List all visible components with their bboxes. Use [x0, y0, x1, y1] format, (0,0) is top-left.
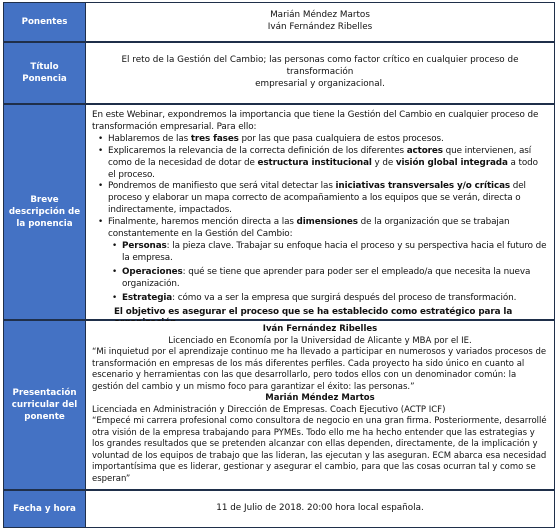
description-item-3: • Pondremos de manifiesto que será vital detectar las iniciativas transversales y/o críticas del proceso y elaborar un mapa correcto de acompañamiento a los equipos que se verán, directa o indirectamente, impactados.	[108, 181, 548, 217]
label-curricular: Presentación curricular del ponente	[4, 321, 86, 489]
value-curricular	[86, 321, 554, 489]
description-item-4: • Finalmente, haremos mención directa a las dimensiones de la organización que se trabajan constantemente en la Gestión del Cambio:	[108, 217, 548, 241]
label-fecha: Fecha y hora	[4, 491, 86, 527]
row-descripcion	[4, 105, 554, 321]
row-ponentes	[4, 3, 554, 43]
value-ponentes	[86, 3, 554, 41]
row-curricular	[4, 321, 554, 491]
description-intro: En este Webinar, expondremos la importancia que tiene la Gestión del Cambio en cualquier proceso de transformación empresarial. Para ello:	[92, 110, 539, 132]
cv-marian-name: Marián Méndez Martos	[265, 393, 375, 403]
dimensions-list	[92, 241, 548, 305]
cv-marian-title: Licenciada en Administración y Dirección de Empresas. Coach Ejecutivo (ACTP ICF)	[92, 404, 446, 415]
speaker-form-table	[3, 2, 555, 528]
label-titulo: Título Ponencia	[4, 43, 86, 103]
title-line-2: empresarial y organizacional.	[255, 78, 385, 89]
date-time: 11 de Julio de 2018. 20:00 hora local española.	[216, 503, 424, 514]
cv-marian-quote: “Empecé mi carrera profesional como consultora de negocio en una gran firma. Posteriormente, desarrollé otra visión de la empresa trabajando para PYMEs. Todo ello me ha hecho entender que las estrategias y los grandes resultados que se pretenden alcanzar con ellas dependen, directamente, de la implicación y voluntad de los equipos de trabajo que las lideran, las ejecutan y las aseguran. ECM abarca esa necesidad importantísima que es liderar, gestionar y asegurar el cambio, para que las cosas ocurran tal y como se esperan”	[92, 416, 547, 484]
description-list	[92, 134, 548, 241]
dimension-item: • Estrategia: cómo va a ser la empresa que surgirá después del proceso de transformación.	[122, 293, 548, 305]
value-fecha	[86, 491, 554, 527]
cv-ivan-quote: “Mi inquietud por el aprendizaje continuo me ha llevado a participar en numerosos y variados procesos de transformación en empresas de los más diferentes perfiles. Cada proyecto ha sido único en cuanto al escenario y herramientas con las que desarrollarlo, pero todos ellos con un denominador común: la gestión del cambio y un mismo foco para garantizar el éxito: las personas.”	[92, 347, 547, 392]
description-item-2: • Explicaremos la relevancia de la correcta definición de los diferentes actores que intervienen, así como de la necesidad de dotar de estructura institucional y de visión global integrada a todo el proceso.	[108, 146, 548, 182]
description-objective: El objetivo es asegurar el proceso que se ha establecido como estratégico para la	[114, 306, 513, 317]
dimension-item: • Personas: la pieza clave. Trabajar su enfoque hacia el proceso y su perspectiva hacia el futuro de la empresa.	[122, 241, 548, 265]
value-titulo	[86, 43, 554, 103]
description-item-1: • Hablaremos de las tres fases por las que pasa cualquiera de estos procesos.	[108, 134, 548, 146]
row-fecha	[4, 491, 554, 527]
speaker-name-2: Iván Fernández Ribelles	[267, 22, 373, 32]
dimension-item: • Operaciones: qué se tiene que aprender para poder ser el empleado/a que necesita la nueva organización.	[122, 267, 548, 291]
cv-ivan-title: Licenciado en Economía por la Universidad de Alicante y MBA por el IE.	[168, 335, 472, 346]
row-titulo	[4, 43, 554, 105]
label-descripcion: Breve descripción de la ponencia	[4, 105, 86, 319]
speaker-name-1: Marián Méndez Martos	[270, 10, 370, 21]
label-ponentes: Ponentes	[4, 3, 86, 41]
cv-ivan-name: Iván Fernández Ribelles	[262, 324, 378, 334]
title-line-1: El reto de la Gestión del Cambio; las personas como factor crítico en cualquier proceso de transformación	[121, 55, 519, 78]
value-descripcion	[86, 105, 554, 319]
